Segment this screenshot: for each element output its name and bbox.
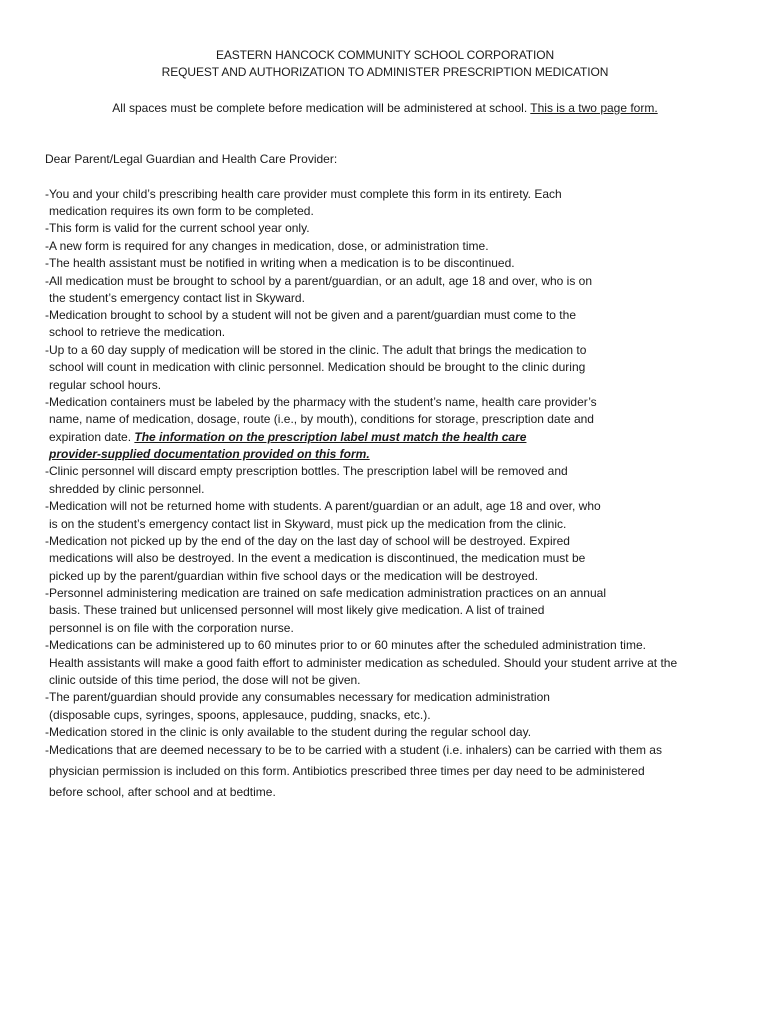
instruction-line: medications will also be destroyed. In the event a medication is discontinued, the medication must be xyxy=(49,551,586,565)
instruction-line: -You and your child’s prescribing health care provider must complete this form in its entirety. Each xyxy=(45,187,562,201)
instruction-line: -Medication will not be returned home with students. A parent/guardian or an adult, age 18 and over, who xyxy=(45,499,601,513)
organization-name: EASTERN HANCOCK COMMUNITY SCHOOL CORPORATION xyxy=(215,48,555,62)
instruction-line: -The health assistant must be notified in writing when a medication is to be discontinued. xyxy=(45,256,515,270)
instruction-line: -All medication must be brought to school by a parent/guardian, or an adult, age 18 and over, who is on xyxy=(45,274,593,288)
greeting: Dear Parent/Legal Guardian and Health Care Provider: xyxy=(45,152,338,166)
instruction-line: -Personnel administering medication are trained on safe medication administration practices on an annual xyxy=(45,586,606,600)
instruction-line: Health assistants will make a good faith effort to administer medication as scheduled. Should your student arrive at the xyxy=(49,656,678,670)
instruction-line: -Medication not picked up by the end of the day on the last day of school will be destroyed. Expired xyxy=(45,534,570,548)
completion-notice xyxy=(0,100,770,117)
instruction-line: (disposable cups, syringes, spoons, applesauce, pudding, snacks, etc.). xyxy=(49,708,431,722)
emphasis-line: provider-supplied documentation provided on this form. xyxy=(49,447,370,461)
instruction-line: -A new form is required for any changes in medication, dose, or administration time. xyxy=(45,239,489,253)
instruction-line: the student’s emergency contact list in Skyward. xyxy=(49,291,305,305)
instruction-line: is on the student’s emergency contact list in Skyward, must pick up the medication from the clinic. xyxy=(49,517,567,531)
instruction-line: school will count in medication with clinic personnel. Medication should be brought to the clinic during xyxy=(49,360,586,374)
instruction-line: -Medications that are deemed necessary to be to be carried with a student (i.e. inhalers) can be carried with them as xyxy=(45,743,662,757)
instruction-line: medication requires its own form to be completed. xyxy=(49,204,314,218)
form-title: REQUEST AND AUTHORIZATION TO ADMINISTER PRESCRIPTION MEDICATION xyxy=(161,65,609,79)
instruction-line: -This form is valid for the current school year only. xyxy=(45,221,310,235)
instruction-line: -Medication stored in the clinic is only available to the student during the regular school day. xyxy=(45,725,532,739)
instruction-line: -The parent/guardian should provide any consumables necessary for medication administration xyxy=(45,690,550,704)
instruction-line: -Medications can be administered up to 60 minutes prior to or 60 minutes after the scheduled administration time. xyxy=(45,638,646,652)
instruction-line: personnel is on file with the corporation nurse. xyxy=(49,621,294,635)
instruction-text: expiration date. xyxy=(49,430,135,444)
instruction-line: physician permission is included on this form. Antibiotics prescribed three times per day need to be administered xyxy=(49,764,645,778)
instruction-line: before school, after school and at bedtime. xyxy=(49,785,276,799)
notice-text: All spaces must be complete before medication will be administered at school. xyxy=(112,101,531,115)
instruction-line: -Clinic personnel will discard empty prescription bottles. The prescription label will be removed and xyxy=(45,464,568,478)
emphasis-text: The information on the prescription label must match the health care xyxy=(134,430,527,444)
instruction-line: clinic outside of this time period, the dose will not be given. xyxy=(49,673,361,687)
instruction-line: picked up by the parent/guardian within five school days or the medication will be destroyed. xyxy=(49,569,538,583)
instruction-line: name, name of medication, dosage, route (i.e., by mouth), conditions for storage, prescription date and xyxy=(49,412,594,426)
instruction-line xyxy=(49,429,526,446)
instruction-line: regular school hours. xyxy=(49,378,162,392)
instruction-line: school to retrieve the medication. xyxy=(49,325,226,339)
two-page-notice: This is a two page form. xyxy=(530,101,658,115)
instruction-line: -Medication brought to school by a student will not be given and a parent/guardian must come to the xyxy=(45,308,576,322)
instruction-line: -Medication containers must be labeled by the pharmacy with the student’s name, health care provider’s xyxy=(45,395,597,409)
instruction-line: basis. These trained but unlicensed personnel will most likely give medication. A list of trained xyxy=(49,603,545,617)
instruction-line: shredded by clinic personnel. xyxy=(49,482,205,496)
instruction-line: -Up to a 60 day supply of medication will be stored in the clinic. The adult that brings the medication to xyxy=(45,343,587,357)
